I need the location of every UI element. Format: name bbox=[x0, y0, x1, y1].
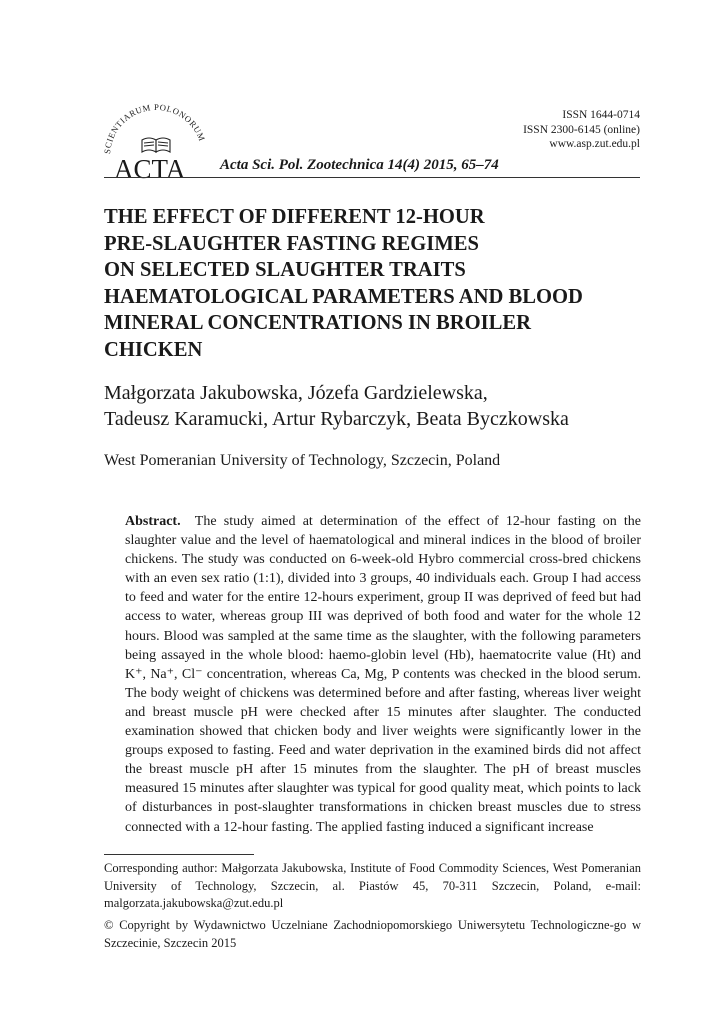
author-list bbox=[104, 380, 569, 432]
authors-line: Tadeusz Karamucki, Artur Rybarczyk, Beata Byczkowska bbox=[104, 408, 569, 430]
abstract-label: Abstract. bbox=[125, 514, 181, 529]
footnote-rule bbox=[104, 854, 254, 855]
issn-block bbox=[523, 108, 640, 152]
svg-text:SCIENTIARUM POLONORUM bbox=[102, 102, 207, 154]
issn-print: ISSN 1644-0714 bbox=[562, 109, 640, 121]
affiliation: West Pomeranian University of Technology, Szczecin, Poland bbox=[104, 452, 501, 469]
title-line: PRE-SLAUGHTER FASTING REGIMES bbox=[104, 232, 479, 255]
header-rule bbox=[104, 177, 640, 178]
open-book-icon bbox=[142, 138, 170, 152]
journal-citation: Acta Sci. Pol. Zootechnica 14(4) 2015, 65–74 bbox=[220, 157, 499, 173]
logo-arc-text: SCIENTIARUM POLONORUM bbox=[102, 101, 208, 155]
title-line: ON SELECTED SLAUGHTER TRAITS bbox=[104, 259, 466, 282]
corresponding-author-note: Corresponding author: Małgorzata Jakubowska, Institute of Food Commodity Sciences, West Pomeranian University of Technology, Szczecin, al. Piastów 45, 70-311 Szczecin, Poland, e-mail: malgorzata.jakubowska@zut.edu.pl bbox=[104, 861, 641, 911]
journal-website[interactable]: www.asp.zut.edu.pl bbox=[549, 138, 640, 150]
article-title bbox=[104, 204, 644, 364]
abstract bbox=[125, 512, 641, 837]
issn-online: ISSN 2300-6145 (online) bbox=[523, 123, 640, 136]
logo-word: ACTA bbox=[114, 154, 186, 184]
title-line: CHICKEN bbox=[104, 338, 203, 361]
title-line: HAEMATOLOGICAL PARAMETERS AND BLOOD bbox=[104, 285, 583, 308]
authors-line: Małgorzata Jakubowska, Józefa Gardzielewska, bbox=[104, 382, 488, 404]
copyright-note: © Copyright by Wydawnictwo Uczelniane Zachodniopomorskiego Uniwersytetu Technologiczne-go w Szczecinie, Szczecin 2015 bbox=[104, 918, 641, 950]
title-line: MINERAL CONCENTRATIONS IN BROILER bbox=[104, 312, 532, 335]
abstract-text: The study aimed at determination of the effect of 12-hour fasting on the slaughter value and the level of haematological and mineral indices in the blood of broiler chickens. The study was conducted on 6-week-old Hybro commercial cross-bred chickens with an even sex ratio (1:1), divided into 3 groups, 40 individuals each. Group I had access to feed and water for the entire 12-hours experiment, group II was deprived of feed but had access to water, whereas group III was deprived of both food and water for the whole 12 hours. Blood was sampled at the same time as the slaughter, with the following parameters being assayed in the whole blood: haemo-globin level (Hb), haematocrite value (Ht) and K⁺, Na⁺, Cl⁻ concentration, whereas Ca, Mg, P contents was checked in the blood serum. The body weight of chickens was determined before and after fasting, whereas liver weight and breast muscle pH were checked after 15 minutes after slaughter. The conducted examination showed that chicken body and liver weights were significantly lower in the groups exposed to fasting. Feed and water deprivation in the examined birds did not affect the breast muscle pH after 15 minutes from the slaughter. The pH of breast muscles measured 15 minutes after slaughter was typical for good quality meat, which points to lack of disturbances in post-slaughter transformations in chicken breast muscles due to stress connected with a 12-hour fasting. The applied fasting induced a significant increase bbox=[125, 514, 641, 835]
title-line: THE EFFECT OF DIFFERENT 12-HOUR bbox=[104, 206, 485, 228]
acta-logo bbox=[100, 96, 216, 184]
